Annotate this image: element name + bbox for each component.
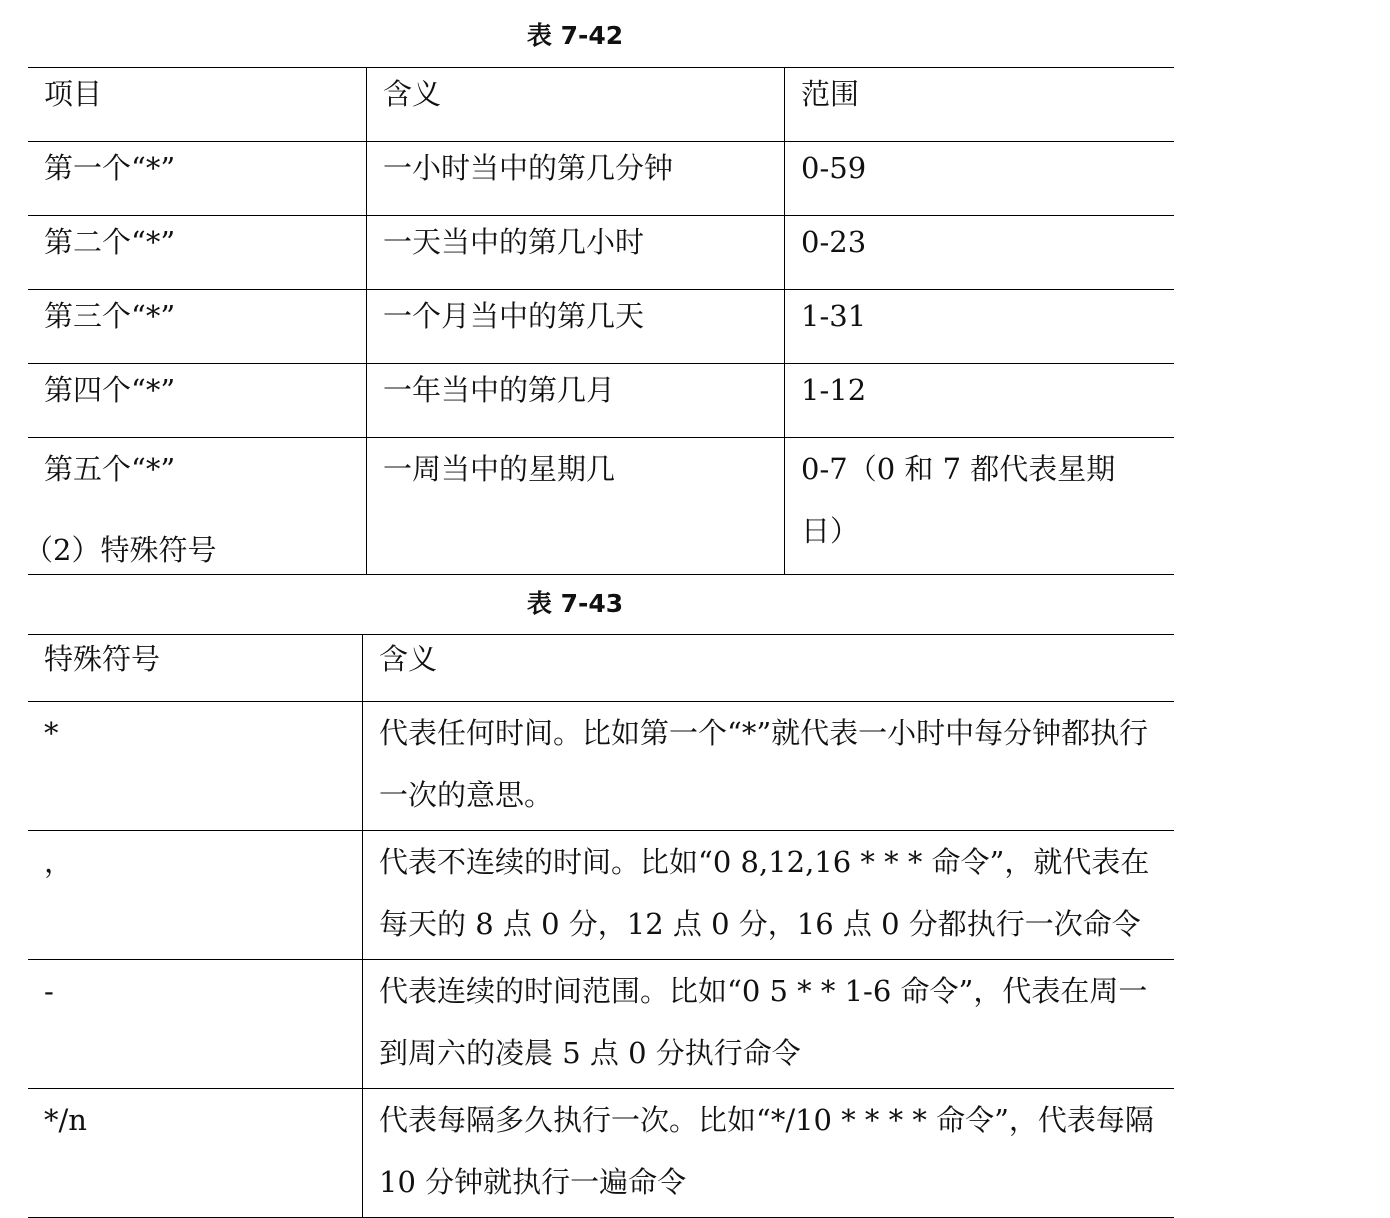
table-cell: 代表不连续的时间。比如“0 8,12,16 * * * 命令”，就代表在每天的 8 点 0 分，12 点 0 分，16 点 0 分都执行一次命令 xyxy=(363,831,1175,960)
table-cell: 一天当中的第几小时 xyxy=(367,216,785,290)
header-cell: 特殊符号 xyxy=(28,635,363,702)
table-cell: 代表任何时间。比如第一个“*”就代表一小时中每分钟都执行一次的意思。 xyxy=(363,702,1175,831)
table-header-row xyxy=(28,635,1174,702)
table-row xyxy=(28,831,1174,960)
table-cell: 一个月当中的第几天 xyxy=(367,290,785,364)
table-row xyxy=(28,364,1174,438)
table-row xyxy=(28,216,1174,290)
table-cell: 一年当中的第几月 xyxy=(367,364,785,438)
section-heading: （2）特殊符号 xyxy=(24,533,217,567)
header-cell: 含义 xyxy=(363,635,1175,702)
table-cell: 第四个“*” xyxy=(28,364,367,438)
table-header-row xyxy=(28,68,1174,142)
table-cell: 0-23 xyxy=(785,216,1175,290)
table-cell: * xyxy=(28,702,363,831)
table-cell: 第三个“*” xyxy=(28,290,367,364)
table-row xyxy=(28,960,1174,1089)
table-cell: 第五个“*” xyxy=(28,438,367,575)
header-cell: 项目 xyxy=(28,68,367,142)
table-cell: 0-7（0 和 7 都代表星期日） xyxy=(785,438,1175,575)
table-cell: 第二个“*” xyxy=(28,216,367,290)
table-caption-7-42: 表 7-42 xyxy=(526,21,624,50)
table-row xyxy=(28,702,1174,831)
table-cell: 一周当中的星期几 xyxy=(367,438,785,575)
table-row xyxy=(28,1089,1174,1218)
table-cell: 1-31 xyxy=(785,290,1175,364)
header-cell: 含义 xyxy=(367,68,785,142)
table-cell: ， xyxy=(28,831,363,960)
table-cell: 一小时当中的第几分钟 xyxy=(367,142,785,216)
table-cell: 0-59 xyxy=(785,142,1175,216)
table-cell: 代表连续的时间范围。比如“0 5 * * 1-6 命令”，代表在周一到周六的凌晨 5 点 0 分执行命令 xyxy=(363,960,1175,1089)
table-row xyxy=(28,142,1174,216)
table-cell: 1-12 xyxy=(785,364,1175,438)
table-caption-7-43: 表 7-43 xyxy=(526,589,624,618)
cron-fields-table xyxy=(28,67,1174,575)
table-cell: - xyxy=(28,960,363,1089)
table-cell: 第一个“*” xyxy=(28,142,367,216)
special-symbols-table xyxy=(28,634,1174,1218)
table-cell: */n xyxy=(28,1089,363,1218)
header-cell: 范围 xyxy=(785,68,1175,142)
table-row xyxy=(28,290,1174,364)
table-cell: 代表每隔多久执行一次。比如“*/10 * * * * 命令”，代表每隔 10 分钟就执行一遍命令 xyxy=(363,1089,1175,1218)
